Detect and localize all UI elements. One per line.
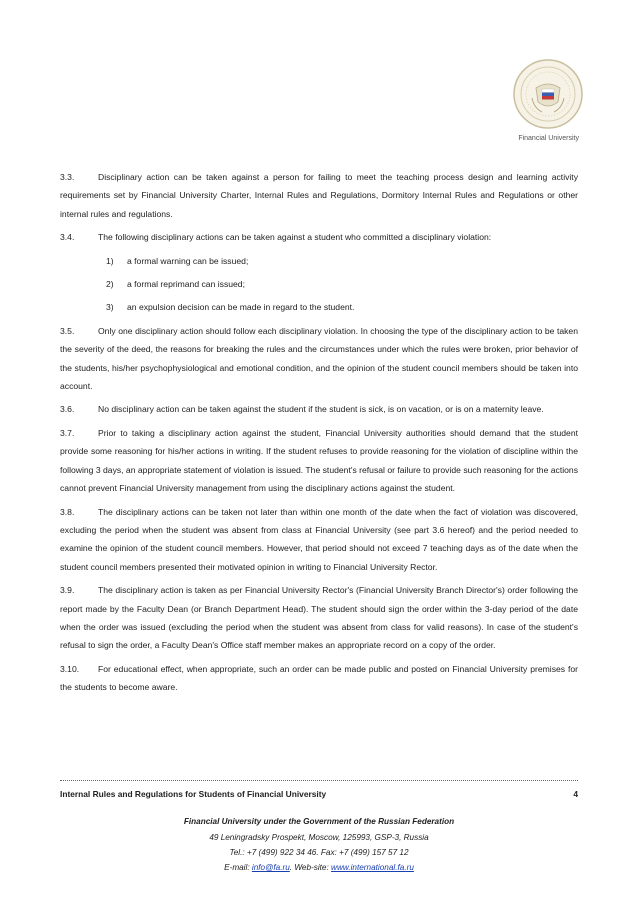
paragraph-3-4: 3.4. The following disciplinary actions can be taken against a student who committed a disciplinary violation:: [60, 232, 492, 243]
footer-address: 49 Leningradsky Prospekt, Moscow, 125993, GSP-3, Russia: [209, 833, 429, 842]
list-item: 2) a formal reprimand can issued;: [106, 279, 245, 290]
paragraph-3-9: 3.9. The disciplinary action is taken as per Financial University Rector's (Financial University Branch Director's) order following the report made by the Faculty Dean (or Branch Department Head). The student should sign the order within the 3-day period of the date when the order was issued (excluding the period when the student was absent from class for valid reasons). In case of the student's refusal to sign the order, a Faculty Dean's Office staff member makes an appropriate record on a copy of the order.: [60, 585, 578, 651]
email-link[interactable]: info@fa.ru: [251, 863, 290, 872]
website-link[interactable]: www.international.fa.ru: [331, 863, 414, 872]
footer-phone: Tel.: +7 (499) 922 34 46. Fax: +7 (499) 157 57 12: [229, 848, 409, 857]
footer-doc-title: Internal Rules and Regulations for Students of Financial University 4: [60, 789, 578, 799]
list-item: 1) a formal warning can be issued;: [106, 255, 249, 266]
list-item: 3) an expulsion decision can be made in regard to the student.: [106, 302, 355, 313]
page-number: 4: [573, 789, 578, 799]
footer-org-name: Financial University under the Government of the Russian Federation: [183, 817, 455, 826]
university-seal-icon: [512, 58, 584, 130]
footer-contacts: E-mail: info@fa.ru. Web-site: www.international.fa.ru: [224, 863, 414, 872]
paragraph-3-10: 3.10. For educational effect, when appropriate, such an order can be made public and posted on Financial University premises for the students to become aware.: [60, 663, 578, 693]
header-org-label: Financial University: [518, 135, 579, 142]
document-body: [60, 168, 578, 702]
paragraph-3-6: 3.6. No disciplinary action can be taken against the student if the student is sick, is on vacation, or is on a maternity leave.: [60, 404, 544, 415]
paragraph-3-5: 3.5. Only one disciplinary action should follow each disciplinary violation. In choosing the type of the disciplinary action to be taken the severity of the deed, the reasons for breaking the rules and the circumstances under which the rules were broken, prior behavior of the students, his/her psychophysiological and emotional condition, and the opinion of the student council members should be taken into account.: [60, 325, 578, 392]
paragraph-3-8: 3.8. The disciplinary actions can be taken not later than within one month of the date when the fact of violation was discovered, excluding the period when the student was absent from class at Financial University (see part 3.6 hereof) and the period needed to examine the opinion of the student council members. However, that period should not exceed 7 teaching days as of the date when the student council members presented their motivated opinion in writing to Financial University Rector.: [60, 506, 578, 572]
paragraph-3-7: 3.7. Prior to taking a disciplinary action against the student, Financial University authorities should demand that the student provide some reasoning for his/her actions in writing. If the student refuses to provide reasoning for the violation of discipline within the following 3 days, an appropriate statement of violation is issued. The student's refusal or failure to provide such reasoning for the actions cannot prevent Financial University management from using the disciplinary actions against the student.: [60, 427, 578, 494]
footer-divider: [60, 780, 578, 781]
paragraph-3-3: 3.3. Disciplinary action can be taken against a person for failing to meet the teaching process design and learning activity requirements set by Financial University Charter, Internal Rules and Regulations, Dormitory Internal Rules and Regulations or other internal rules and regulations.: [60, 172, 578, 219]
